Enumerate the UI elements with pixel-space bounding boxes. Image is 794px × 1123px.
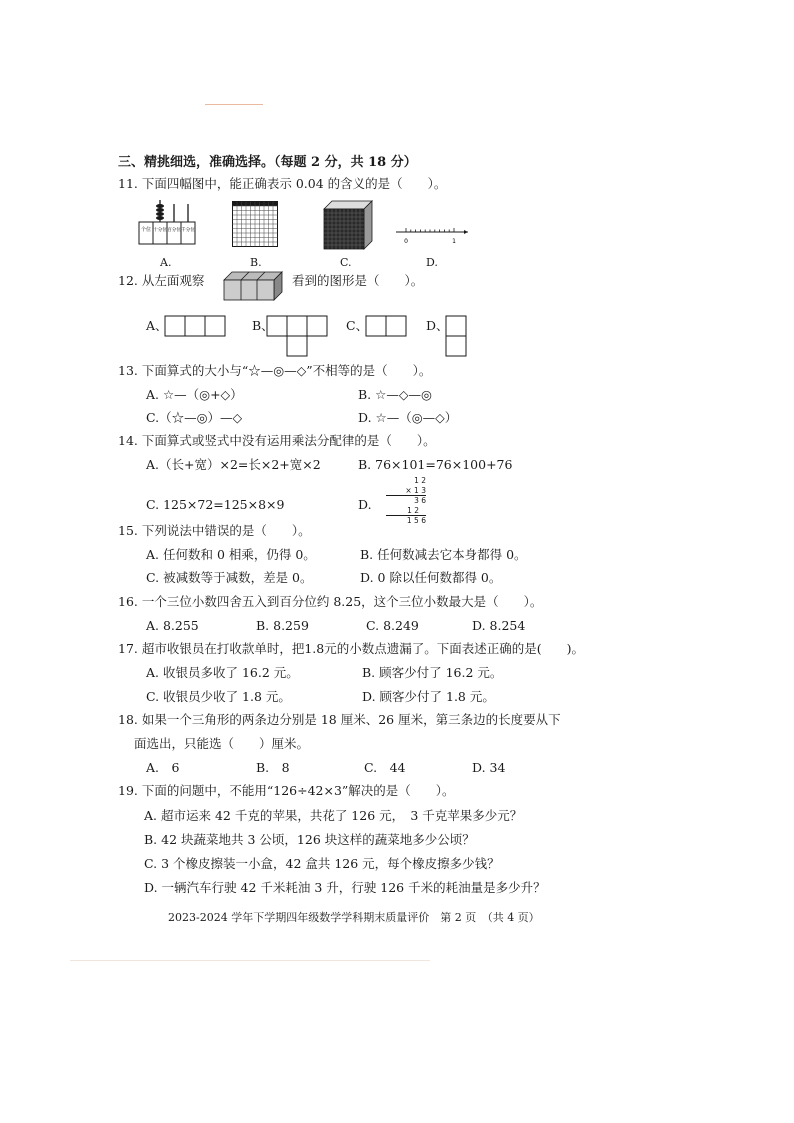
q11-number-line-figure <box>394 222 470 246</box>
q15-stem: 15. 下列说法中错误的是（ ）。 <box>118 523 311 538</box>
section-title: 三、精挑细选，准确选择。（每题 2 分，共 18 分） <box>118 155 417 170</box>
q16-option-a: A. 8.255 <box>146 618 199 633</box>
q15-option-b: B. 任何数减去它本身都得 0。 <box>360 547 527 562</box>
q11-option-c-label: C. <box>340 256 352 269</box>
q11-option-b-label: B. <box>250 256 262 269</box>
q12-option-c-label: C、 <box>346 318 369 333</box>
q15-option-a: A. 任何数和 0 相乘，仍得 0。 <box>146 547 316 562</box>
vertical-row-4: 1 2 <box>386 506 426 517</box>
q12-option-d-label: D、 <box>426 318 449 333</box>
q14-option-a: A.（长+宽）×2=长×2+宽×2 <box>146 457 321 472</box>
q13-option-a: A. ☆—（◎+◇） <box>146 387 243 402</box>
q17-option-c: C. 收银员少收了 1.8 元。 <box>146 689 291 704</box>
q18-stem-line-1: 18. 如果一个三角形的两条边分别是 18 厘米、26 厘米，第三条边的长度要从下 <box>118 712 561 727</box>
vertical-row-2: × 1 3 <box>386 486 426 497</box>
q19-option-a: A. 超市运来 42 千克的苹果，共花了 126 元， 3 千克苹果多少元？ <box>144 808 523 823</box>
q11-cube-figure <box>322 199 374 253</box>
q13-option-c: C.（☆—◎）—◇ <box>146 410 243 425</box>
q14-stem: 14. 下面算式或竖式中没有运用乘法分配律的是（ ）。 <box>118 433 436 448</box>
q11-stem: 11. 下面四幅图中，能正确表示 0.04 的含义的是（ ）。 <box>118 176 447 191</box>
decorative-line-bottom <box>70 960 430 961</box>
q14-option-c: C. 125×72=125×8×9 <box>146 497 285 512</box>
q18-option-b: B. 8 <box>256 760 290 775</box>
vertical-row-3: 3 6 <box>414 496 426 505</box>
q18-option-d: D. 34 <box>472 760 506 775</box>
q12-option-b-label: B、 <box>252 318 274 333</box>
abacus-label-ones: 个位 <box>140 227 152 233</box>
q15-option-d: D. 0 除以任何数都得 0。 <box>360 570 502 585</box>
q19-option-d: D. 一辆汽车行驶 42 千米耗油 3 升，行驶 126 千米的耗油量是多少升？ <box>144 880 546 895</box>
vertical-row-5: 1 5 6 <box>406 516 426 525</box>
q18-option-a: A. 6 <box>146 760 180 775</box>
q17-option-b: B. 顾客少付了 16.2 元。 <box>362 665 503 680</box>
q12-blocks-figure <box>222 270 286 302</box>
decorative-line-top <box>205 104 263 105</box>
q16-option-c: C. 8.249 <box>366 618 419 633</box>
q11-grid-figure <box>232 201 278 247</box>
q17-option-d: D. 顾客少付了 1.8 元。 <box>362 689 495 704</box>
vertical-row-1: 1 2 <box>414 476 426 485</box>
q11-option-d-label: D. <box>426 256 438 269</box>
q19-option-b: B. 42 块蔬菜地共 3 公顷，126 块这样的蔬菜地多少公顷？ <box>144 832 475 847</box>
q14-vertical-multiplication <box>386 476 426 526</box>
q12-stem-a: 12. 从左面观察 <box>118 273 205 288</box>
q12-option-c-shape <box>365 315 407 337</box>
q13-stem: 13. 下面算式的大小与“☆—◎—◇”不相等的是（ ）。 <box>118 363 432 378</box>
q17-stem: 17. 超市收银员在打收款单时，把1.8元的小数点遗漏了。下面表述正确的是( )。 <box>118 641 584 656</box>
q16-option-d: D. 8.254 <box>472 618 526 633</box>
q11-abacus-figure <box>138 198 198 248</box>
q19-option-c: C. 3 个橡皮擦装一小盒，42 盒共 126 元，每个橡皮擦多少钱？ <box>144 856 500 871</box>
q14-option-d-label: D. <box>358 497 372 512</box>
q15-option-c: C. 被减数等于减数，差是 0。 <box>146 570 313 585</box>
q17-option-a: A. 收银员多收了 16.2 元。 <box>146 665 299 680</box>
q13-option-b: B. ☆—◇—◎ <box>358 387 432 402</box>
number-line-zero: 0 <box>404 238 408 245</box>
q16-option-b: B. 8.259 <box>256 618 309 633</box>
q12-option-a-shape <box>164 315 226 337</box>
q13-option-d: D. ☆—（◎—◇） <box>358 410 458 425</box>
abacus-label-hundredths: 百分位 <box>167 228 181 233</box>
q18-option-c: C. 44 <box>364 760 406 775</box>
abacus-label-tenths: 十分位 <box>153 228 167 233</box>
q16-stem: 16. 一个三位小数四舍五入到百分位约 8.25，这个三位小数最大是（ ）。 <box>118 594 543 609</box>
q12-option-b-shape <box>266 315 328 357</box>
q14-option-b: B. 76×101=76×100+76 <box>358 457 513 472</box>
q19-stem: 19. 下面的问题中，不能用“126÷42×3”解决的是（ ）。 <box>118 783 455 798</box>
number-line-one: 1 <box>452 238 456 245</box>
abacus-label-thousandths: 千分位 <box>181 228 195 233</box>
q12-option-a-label: A、 <box>146 318 168 333</box>
q18-stem-line-2: 面选出，只能选（ ）厘米。 <box>134 736 310 751</box>
page-footer: 2023-2024 学年下学期四年级数学学科期末质量评价 第 2 页 （共 4 页） <box>168 911 540 924</box>
q11-option-a-label: A. <box>160 256 172 269</box>
q12-stem-b: 看到的图形是（ ）。 <box>292 273 424 288</box>
q12-option-d-shape <box>445 315 467 357</box>
